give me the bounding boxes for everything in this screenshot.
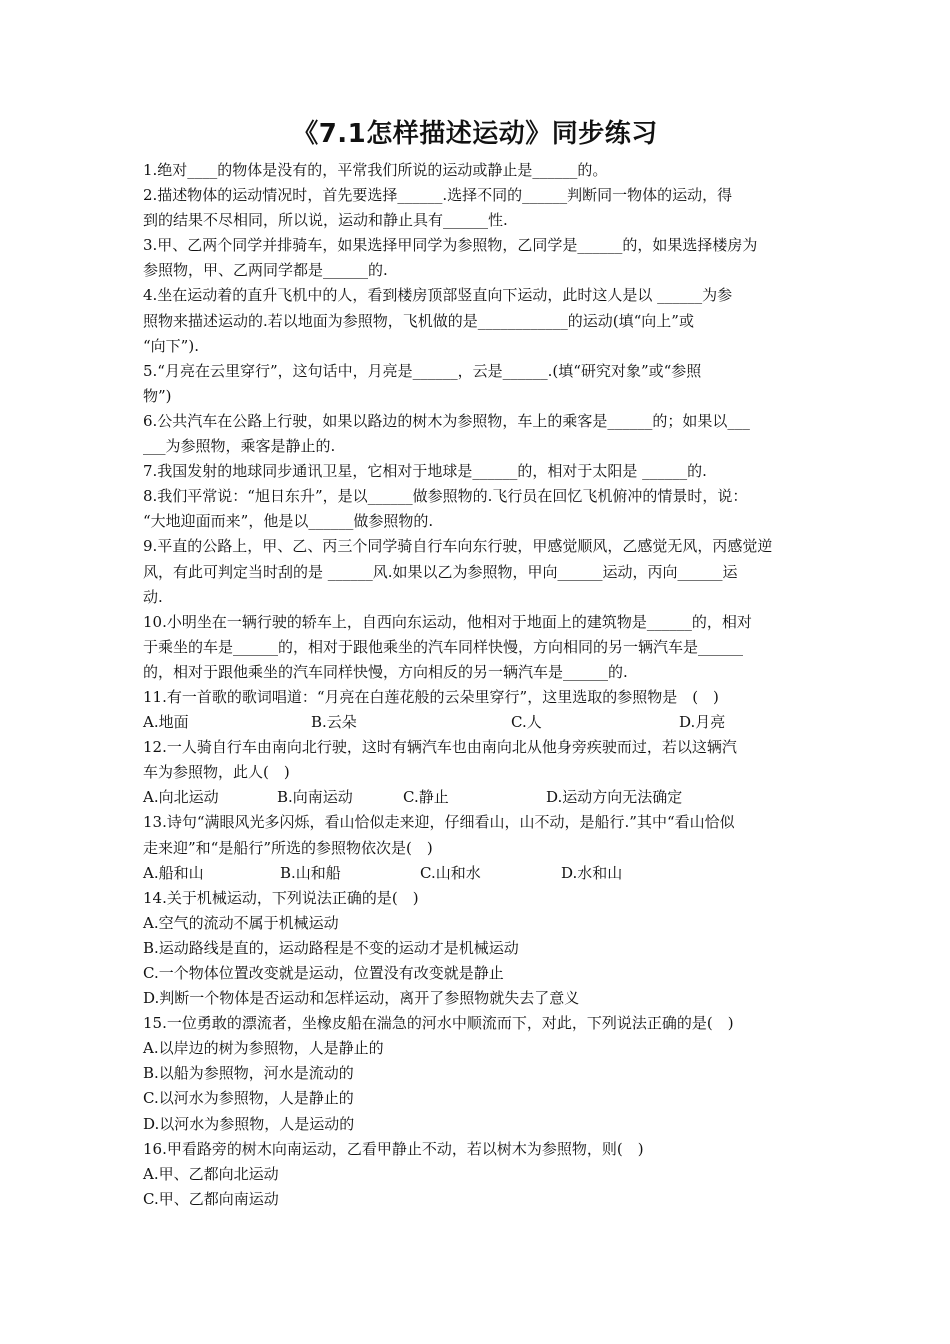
text-line: C.以河水为参照物，人是静止的: [143, 1089, 354, 1108]
text-line: D.判断一个物体是否运动和怎样运动，离开了参照物就失去了意义: [143, 989, 580, 1008]
option-b: B.山和船: [280, 863, 341, 882]
text-line: 7.我国发射的地球同步通讯卫星，它相对于地球是______的，相对于太阳是 ______的.: [143, 462, 707, 481]
option-a: A.船和山: [143, 863, 204, 882]
text-line: 动.: [143, 587, 163, 606]
text-line: 参照物，甲、乙两同学都是______的.: [143, 261, 388, 280]
q12-options: [143, 785, 815, 810]
option-c: C.山和水: [420, 863, 481, 882]
text-line: 8.我们平常说：“旭日东升”，是以______做参照物的.飞行员在回忆飞机俯冲的情景时，说：: [143, 487, 748, 506]
text-line: 于乘坐的车是______的，相对于跟他乘坐的汽车同样快慢，方向相同的另一辆汽车是______: [143, 637, 744, 656]
worksheet-body: [143, 158, 815, 1212]
text-line: 4.坐在运动着的直升飞机中的人，看到楼房顶部竖直向下运动，此时这人是以 ______为参: [143, 286, 733, 305]
text-line: 10.小明坐在一辆行驶的轿车上，自西向东运动，他相对于地面上的建筑物是______的，相对: [143, 612, 752, 631]
option-c: C.静止: [403, 788, 449, 807]
text-line: B.运动路线是直的，运动路程是不变的运动才是机械运动: [143, 938, 519, 957]
text-line: A.以岸边的树为参照物，人是静止的: [143, 1039, 384, 1058]
text-line: 13.诗句“满眼风光多闪烁，看山恰似走来迎，仔细看山，山不动，是船行.”其中“看山恰似: [143, 813, 735, 832]
option-b: B.向南运动: [277, 788, 353, 807]
text-line: 到的结果不尽相同，所以说，运动和静止具有______性.: [143, 211, 508, 230]
text-line: 车为参照物，此人( ): [143, 763, 290, 782]
option-a: A.地面: [143, 713, 189, 732]
option-a: A.向北运动: [143, 788, 219, 807]
text-line: C.一个物体位置改变就是运动，位置没有改变就是静止: [143, 964, 504, 982]
option-d: D.月亮: [679, 713, 726, 732]
text-line: C.甲、乙都向南运动: [143, 1189, 279, 1208]
text-line: 照物来描述运动的.若以地面为参照物，飞机做的是____________的运动(填“向上”或: [143, 311, 694, 330]
option-b: B.云朵: [311, 713, 357, 732]
text-line: 5.“月亮在云里穿行”，这句话中，月亮是______，云是______.(填“研究对象”或“参照: [143, 361, 702, 380]
option-d: D.运动方向无法确定: [546, 788, 683, 807]
text-line: 风，有此可判定当时刮的是 ______风.如果以乙为参照物，甲向______运动，丙向______运: [143, 562, 738, 581]
q13-options: [143, 861, 815, 886]
text-line: 物”): [143, 386, 172, 405]
text-line: 3.甲、乙两个同学并排骑车，如果选择甲同学为参照物，乙同学是______的，如果选择楼房为: [143, 236, 758, 255]
option-d: D.水和山: [561, 863, 623, 882]
text-line: 16.甲看路旁的树木向南运动，乙看甲静止不动，若以树木为参照物，则( ): [143, 1139, 644, 1158]
text-line: 12.一人骑自行车由南向北行驶，这时有辆汽车也由南向北从他身旁疾驶而过，若以这辆汽: [143, 738, 737, 757]
text-line: 2.描述物体的运动情况时，首先要选择______.选择不同的______判断同一物体的运动，得: [143, 186, 733, 205]
text-line: 11.有一首歌的歌词唱道：“月亮在白莲花般的云朵里穿行”，这里选取的参照物是 ( ): [143, 687, 719, 706]
text-line: D.以河水为参照物，人是运动的: [143, 1114, 355, 1133]
text-line: ___为参照物，乘客是静止的.: [143, 437, 336, 456]
text-line: 14.关于机械运动，下列说法正确的是( ): [143, 888, 419, 907]
text-line: 的，相对于跟他乘坐的汽车同样快慢，方向相反的另一辆汽车是______的.: [143, 662, 628, 681]
text-line: B.以船为参照物，河水是流动的: [143, 1064, 354, 1083]
text-line: 15.一位勇敢的漂流者，坐橡皮船在湍急的河水中顺流而下，对此，下列说法正确的是( ): [143, 1014, 734, 1033]
text-line: “大地迎面而来”，他是以______做参照物的.: [143, 512, 434, 531]
page-title: 《7.1怎样描述运动》同步练习: [292, 119, 658, 149]
text-line: A.空气的流动不属于机械运动: [143, 913, 339, 932]
text-line: 1.绝对____的物体是没有的，平常我们所说的运动或静止是______的。: [143, 161, 608, 179]
text-line: “向下”).: [143, 336, 199, 355]
text-line: 走来迎”和“是船行”所选的参照物依次是( ): [143, 838, 433, 857]
text-line: A.甲、乙都向北运动: [143, 1164, 279, 1183]
text-line: 6.公共汽车在公路上行驶，如果以路边的树木为参照物，车上的乘客是______的；如果以___: [143, 411, 750, 430]
option-c: C.人: [511, 713, 542, 732]
text-line: 9.平直的公路上，甲、乙、丙三个同学骑自行车向东行驶，甲感觉顺风，乙感觉无风，丙感觉逆: [143, 537, 773, 556]
q11-options: [143, 710, 815, 735]
